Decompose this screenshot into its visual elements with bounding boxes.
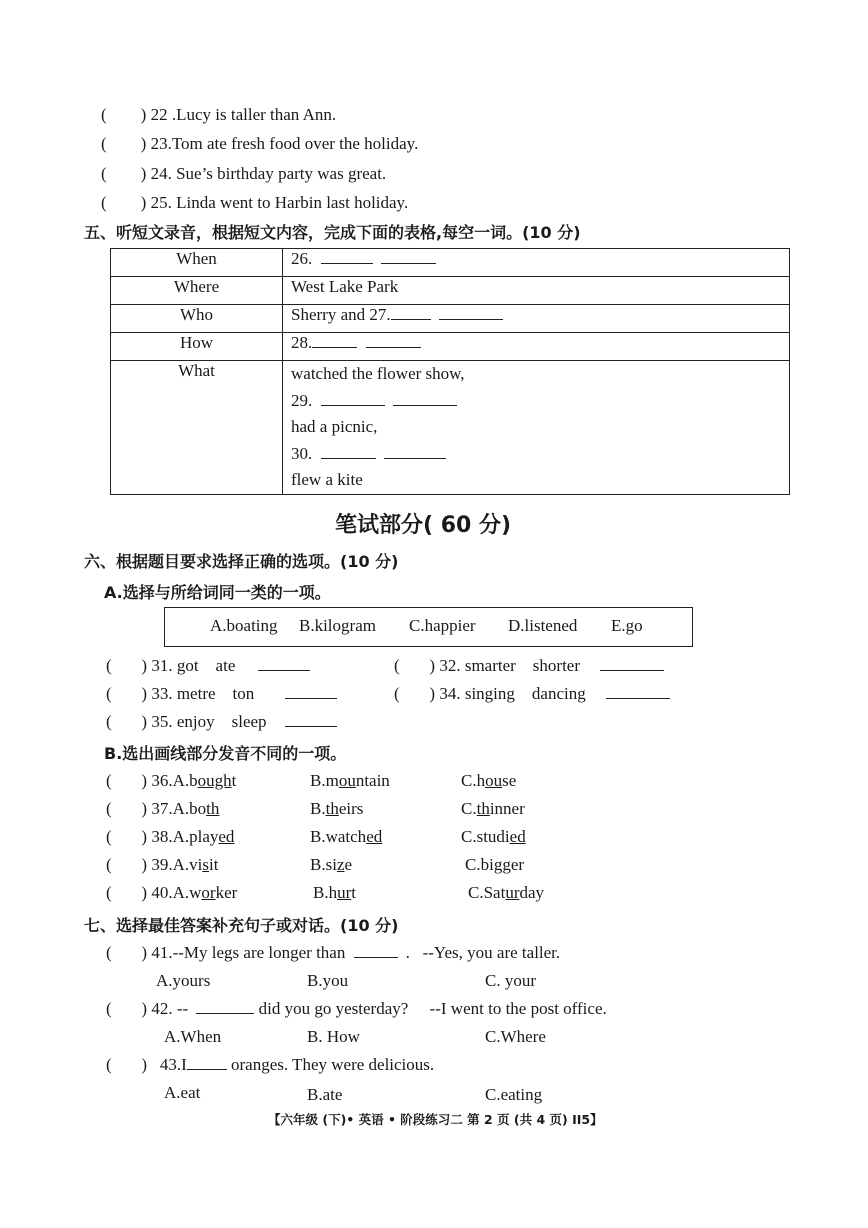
phonics-40-b: B.hurt [313,883,356,902]
table-key-where: Where [111,277,283,305]
item-32: ( ) 32. smarter shorter [394,656,664,676]
phonics-row-37: ( ) 37.A.both [106,799,220,818]
phonics-37-b: B.theirs [310,799,364,818]
item-31: ( ) 31. got ate [106,656,310,676]
tf-item-text: ) 25. Linda went to Harbin last holiday. [140,193,409,212]
phonics-row-36: ( ) 36.A.bought [106,771,237,790]
tf-item-23: ( ) 23.Tom ate fresh food over the holiday. [101,134,419,153]
page-footer: 【六年级 (下)• 英语 • 阶段练习二 第 2 页 (共 4 页) II5】 [268,1112,603,1127]
q43-option-b: B.ate [307,1085,343,1104]
tf-item-22: ( ) 22 .Lucy is taller than Ann. [101,105,337,124]
item-35: ( ) 35. enjoy sleep [106,712,337,732]
table-val-what: watched the flower show, 29. had a picnic, 30. flew a kite [283,361,790,495]
q43-option-a: A.eat [164,1083,201,1102]
option-a: A.boating [210,616,278,635]
word-options-box [164,607,693,647]
table-key-how: How [111,333,283,361]
question-42: ( ) 42. -- did you go yesterday? --I went to the post office. [106,999,607,1018]
table-key-when: When [111,249,283,277]
option-d: D.listened [508,616,578,635]
phonics-row-40: ( ) 40.A.worker [106,883,238,902]
phonics-36-b: B.mountain [310,771,390,790]
q41-option-a: A.yours [156,971,211,990]
table-val-how: 28. [283,333,790,361]
table-val-who: Sherry and 27. [283,305,790,333]
part-b-title: B.选出画线部分发音不同的一项。 [104,744,347,763]
table-key-what: What [111,361,283,495]
q43-option-c: C.eating [485,1085,543,1104]
phonics-39-b: B.size [310,855,353,874]
option-e: E.go [611,616,643,635]
item-33: ( ) 33. metre ton [106,684,337,704]
table-val-where: West Lake Park [283,277,790,305]
phonics-40-c: C.Saturday [468,883,545,902]
section-5-title: 五、听短文录音，根据短文内容，完成下面的表格,每空一词。(10 分) [84,223,581,242]
phonics-row-39: ( ) 39.A.visit [106,855,219,874]
section-7-title: 七、选择最佳答案补充句子或对话。(10 分) [84,916,399,935]
q42-option-c: C.Where [485,1027,546,1046]
table-key-who: Who [111,305,283,333]
tf-item-text: ) 24. Sue’s birthday party was great. [140,164,387,183]
tf-item-25: ( ) 25. Linda went to Harbin last holiday. [101,193,409,212]
phonics-38-b: B.watched [310,827,383,846]
option-c: C.happier [409,616,476,635]
tf-item-text: ) 22 .Lucy is taller than Ann. [140,105,337,124]
part-a-title: A.选择与所给词同一类的一项。 [104,583,331,602]
option-b: B.kilogram [299,616,376,635]
tf-item-24: ( ) 24. Sue’s birthday party was great. [101,164,387,183]
q42-option-a: A.When [164,1027,222,1046]
listening-table [110,248,790,495]
question-43: ( ) 43.I oranges. They were delicious. [106,1055,435,1074]
tf-item-text: ) 23.Tom ate fresh food over the holiday. [140,134,419,153]
table-val-when: 26. [283,249,790,277]
item-34: ( ) 34. singing dancing [394,684,670,704]
section-6-title: 六、根据题目要求选择正确的选项。(10 分) [84,552,399,571]
written-part-title: 笔试部分( 60 分) [335,513,512,538]
phonics-row-38: ( ) 38.A.played [106,827,235,846]
phonics-39-c: C.bigger [465,855,525,874]
q42-option-b: B. How [307,1027,360,1046]
q41-option-c: C. your [485,971,536,990]
phonics-36-c: C.house [461,771,517,790]
phonics-37-c: C.thinner [461,799,525,818]
question-41: ( ) 41.--My legs are longer than . --Yes, you are taller. [106,943,561,962]
phonics-38-c: C.studied [461,827,526,846]
q41-option-b: B.you [307,971,349,990]
